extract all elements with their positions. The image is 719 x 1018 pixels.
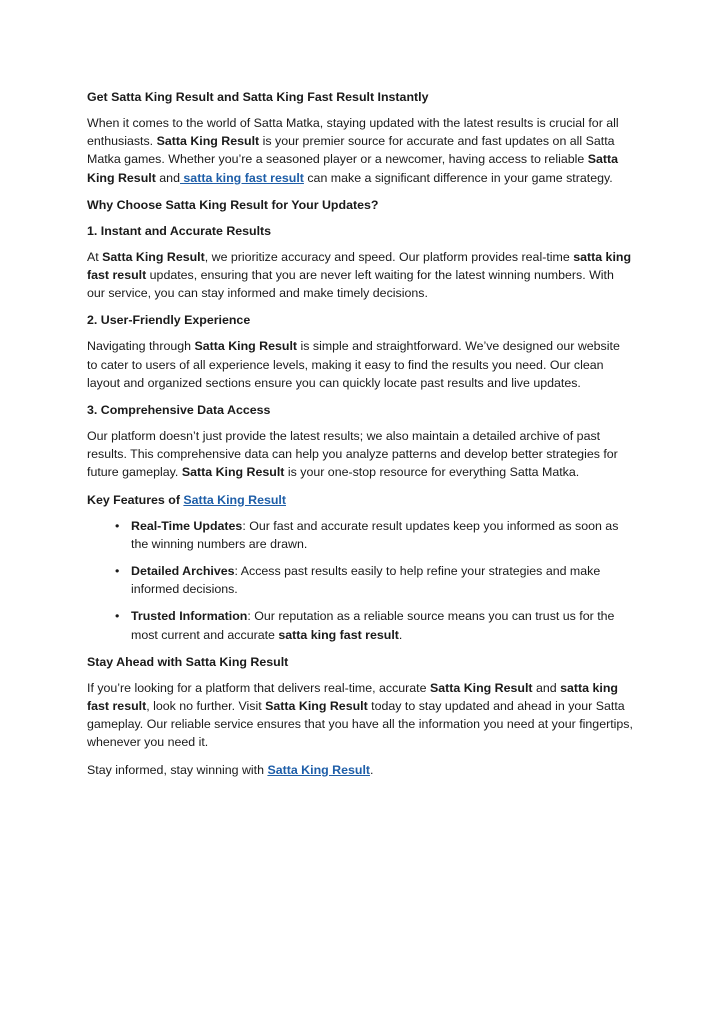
feature-text: : Access past results easily to help refine your strategies and make informed decisions. bbox=[131, 564, 601, 597]
key-features-text: Key Features of bbox=[87, 492, 184, 507]
features-list bbox=[87, 517, 633, 644]
intro-text-4: can make a significant difference in your game strategy. bbox=[303, 170, 613, 185]
feature-label: Real-Time Updates bbox=[131, 518, 243, 533]
section-2-paragraph bbox=[87, 337, 633, 392]
ahead-text-4: today to stay updated and ahead in your Satta gameplay. Our reliable service ensures that you have all the information you need at your fingertips, whenever you need it. bbox=[87, 699, 633, 750]
feature-tail-bold: satta king fast result bbox=[278, 627, 399, 642]
closing-paragraph bbox=[87, 761, 633, 779]
ahead-bold-3: Satta King Result bbox=[265, 699, 368, 714]
section-1-paragraph bbox=[87, 248, 633, 303]
key-features-link[interactable]: Satta King Result bbox=[183, 492, 286, 507]
section-3-heading: 3. Comprehensive Data Access bbox=[87, 403, 271, 418]
closing-text-1: Stay informed, stay winning with bbox=[87, 762, 268, 777]
section-3-paragraph bbox=[87, 427, 633, 482]
list-item bbox=[87, 517, 633, 553]
why-choose-heading: Why Choose Satta King Result for Your Updates? bbox=[87, 197, 379, 212]
s1-text-2: , we prioritize accuracy and speed. Our platform provides real-time bbox=[204, 249, 574, 264]
s2-bold-1: Satta King Result bbox=[194, 339, 298, 354]
feature-label: Trusted Information bbox=[131, 609, 248, 624]
ahead-text-3: , look no further. Visit bbox=[146, 699, 266, 714]
section-2-heading: 2. User-Friendly Experience bbox=[87, 313, 251, 328]
s1-bold-1: Satta King Result bbox=[102, 249, 205, 264]
bullet-icon: • bbox=[115, 609, 120, 624]
closing-satta-king-link[interactable]: Satta King Result bbox=[267, 762, 371, 777]
s1-text-3: updates, ensuring that you are never left waiting for the latest winning numbers. With our service, you can stay informed and make timely decisions. bbox=[87, 268, 614, 301]
ahead-text-1: If you’re looking for a platform that delivers real-time, accurate bbox=[87, 680, 430, 695]
feature-text: : Our reputation as a reliable source means you can trust us for the most current and accurate bbox=[131, 609, 615, 642]
ahead-bold-1: Satta King Result bbox=[429, 680, 533, 695]
s2-text-2: is simple and straightforward. We’ve designed our website to cater to users of all experience levels, making it easy to find the results you need. Our clean layout and organized sections ensure you can quickly locate past results and live updates. bbox=[87, 339, 620, 390]
s2-text-1: Navigating through bbox=[87, 339, 195, 354]
intro-bold-1: Satta King Result bbox=[156, 134, 260, 149]
intro-text-1: When it comes to the world of Satta Matka, staying updated with the latest results is crucial for all enthusiasts. bbox=[87, 116, 619, 149]
stay-ahead-heading: Stay Ahead with Satta King Result bbox=[87, 654, 289, 669]
bullet-icon: • bbox=[115, 564, 120, 579]
intro-text-2: is your premier source for accurate and fast updates on all Satta Matka games. Whether you’re a seasoned player or a newcomer, having access to reliable bbox=[87, 134, 615, 167]
closing-text-2: . bbox=[370, 762, 374, 777]
s3-text-2: is your one-stop resource for everything Satta Matka. bbox=[284, 465, 580, 480]
s3-text-1: Our platform doesn’t just provide the latest results; we also maintain a detailed archive of past results. This comprehensive data can help you analyze patterns and develop better strategies for future gameplay. bbox=[87, 429, 618, 480]
stay-ahead-paragraph bbox=[87, 679, 633, 752]
s3-bold-1: Satta King Result bbox=[181, 465, 285, 480]
key-features-heading bbox=[87, 491, 633, 509]
section-1-heading: 1. Instant and Accurate Results bbox=[87, 223, 272, 238]
ahead-bold-2: satta king fast result bbox=[87, 680, 618, 714]
feature-tail: . bbox=[398, 627, 403, 642]
s1-text-1: At bbox=[87, 249, 103, 264]
ahead-text-2: and bbox=[532, 680, 561, 695]
feature-label: Detailed Archives bbox=[131, 564, 235, 579]
intro-paragraph bbox=[87, 114, 633, 187]
intro-text-3: and bbox=[155, 170, 180, 185]
list-item bbox=[87, 562, 633, 598]
feature-text: : Our fast and accurate result updates keep you informed as soon as the winning numbers are drawn. bbox=[131, 518, 619, 551]
intro-bold-2: Satta King Result bbox=[87, 152, 619, 185]
list-item bbox=[87, 607, 633, 643]
bullet-icon: • bbox=[115, 518, 120, 533]
page-title: Get Satta King Result and Satta King Fast Result Instantly bbox=[87, 90, 429, 104]
s1-bold-2: satta king fast result bbox=[87, 249, 632, 283]
intro-fast-result-link[interactable]: satta king fast result bbox=[179, 170, 304, 185]
